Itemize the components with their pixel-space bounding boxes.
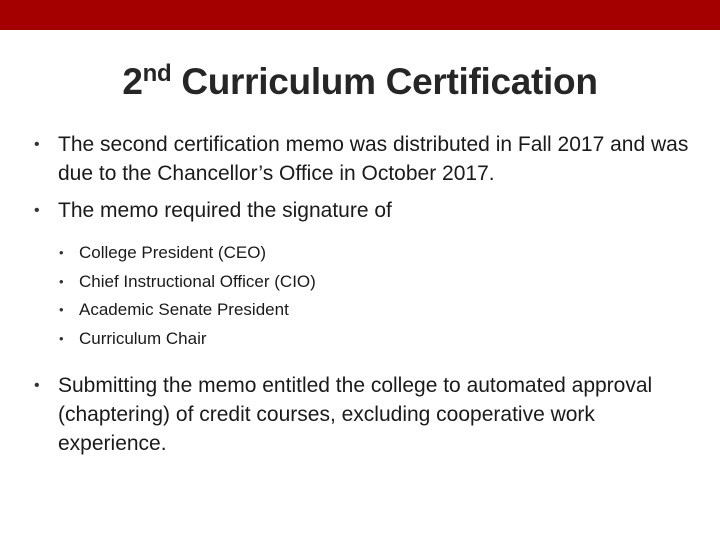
- sub-bullet-item: [34, 268, 694, 297]
- bullet-item: [34, 130, 694, 188]
- slide-body: [34, 130, 694, 466]
- bullet-icon: •: [59, 330, 64, 346]
- bullet-icon: •: [34, 377, 40, 394]
- bullet-text: The second certification memo was distributed in Fall 2017 and was due to the Chancellor’s Office in October 2017.: [58, 133, 689, 185]
- bullet-item: [34, 371, 694, 458]
- sub-bullet-text: Chief Instructional Officer (CIO): [79, 271, 316, 291]
- bullet-icon: •: [34, 136, 40, 153]
- title-ordinal-suffix: nd: [142, 60, 172, 87]
- bullet-icon: •: [59, 302, 64, 317]
- sub-bullet-text: Curriculum Chair: [79, 328, 207, 348]
- bullet-text: The memo required the signature of: [58, 199, 392, 222]
- sub-bullet-item: [34, 325, 694, 354]
- sub-bullet-text: Academic Senate President: [79, 300, 289, 319]
- top-accent-bar: [0, 0, 720, 30]
- title-text: Curriculum Certification: [171, 61, 598, 102]
- sub-bullet-list: [34, 239, 694, 353]
- bullet-icon: •: [34, 202, 40, 219]
- sub-bullet-item: [34, 239, 694, 268]
- bullet-icon: •: [59, 245, 64, 260]
- slide-title: [0, 58, 720, 111]
- bullet-icon: •: [59, 273, 64, 289]
- bullet-item: [34, 196, 694, 225]
- sub-bullet-text: College President (CEO): [79, 243, 267, 262]
- sub-bullet-item: [34, 296, 694, 325]
- title-number: 2: [122, 61, 143, 102]
- bullet-text: Submitting the memo entitled the college to automated approval (chaptering) of credit courses, excluding cooperative work experience.: [58, 374, 653, 455]
